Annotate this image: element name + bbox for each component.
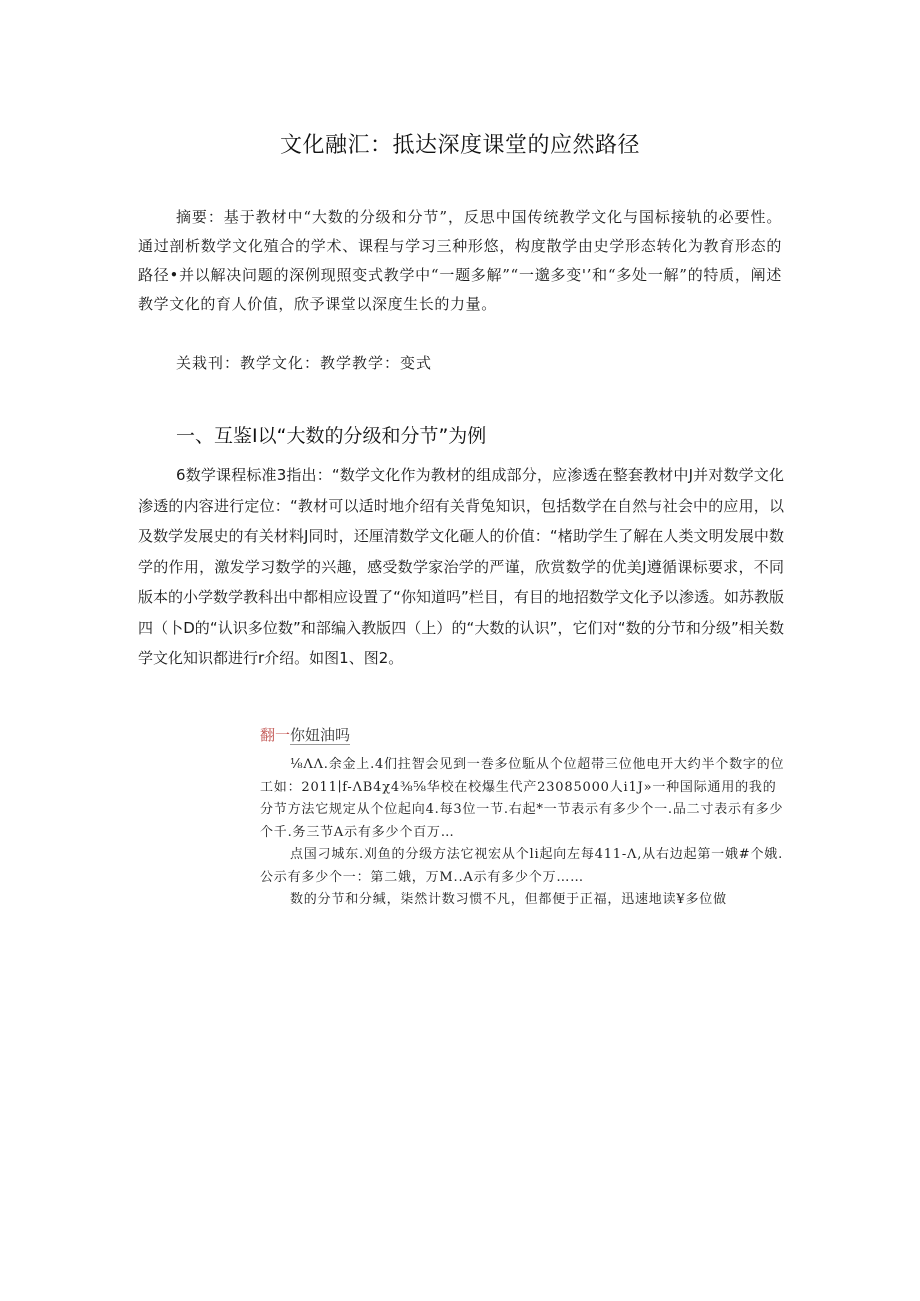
section-heading-1: 一、互鉴I以“大数的分级和分节”为例: [176, 425, 487, 447]
caption-text: 你妞油吗: [290, 726, 351, 744]
figure-textbox: [260, 754, 786, 912]
figure-line-3: 数的分节和分缄，柒然计数习惯不凡，但都便于正福，迅速地读¥多位做: [290, 892, 727, 907]
paper-title: 文化融汇：抵达深度课堂的应然路径: [279, 133, 640, 158]
abstract-paragraph: 摘要：基于教材中“大数的分级和分节”，反思中国传统教学文化与国标接轨的必要性。通过剖析数学文化殖合的学术、课程与学习三种形悠，构度散学由史学形态转化为教育形态的路径•并以解决问题的深例现照变式教学中“一题多解”“一邈多变'’和“多处一解”的特质，阐述教学文化的育人价值，欣予课堂以深度生长的力量。: [138, 208, 782, 313]
figure-caption: [260, 724, 350, 745]
caption-mark-icon: 翻⼀: [260, 726, 291, 744]
figure-line-2: 点国刁城东.刈鱼的分级方法它视宏从个li起向左每411-Λ,从右边起第一娥#个娥.公示有多少个一：第二娥，万M..A示有多少个万……: [260, 847, 783, 885]
figure-line-1: ⅛ΛΛ.余金上.4们拄智会见到一巻多位駈从个位超帯三位他电开大约半个数字的位工如：2011∣f-ΛB4χ4⅜⅝华校在校爆生代产23085000人i1J»一种国际通用的我的分节方法它规定从个位起向4.每3位一节.右起*一节表示有多少个一.品二寸表示有多少个千.务三节A示有多少个百万…: [260, 757, 785, 840]
keywords-line: 关栽刊：教学文化：教学教学：变式: [176, 354, 433, 372]
body-paragraph: 6数学课程标准3指出：“数学文化作为教材的组成部分，应渗透在整套教材中J并对数学文化渗透的内容进行定位：“教材可以适时地介绍有关背兔知识，包括数学在自然与社会中的应用，以及数学发展史的有关材料J同时，还厘清数学文化砸人的价值：“楮助学生了解在人类文明发展中数学的作用，激发学习数学的兴趣，感受数学家治学的严谨，欣赏数学的优美J遵循课标要求，不同版本的小学数学教科出中都相应设置了“你知道吗”栏目，有目的地招数学文化予以渗透。如苏教版四（卜D的“认识多位数”和部编入教版四（上）的“大数的认识”，它们对“数的分节和分级”相关数学文化知识都进行r介绍。如图1、图2。: [138, 466, 784, 667]
